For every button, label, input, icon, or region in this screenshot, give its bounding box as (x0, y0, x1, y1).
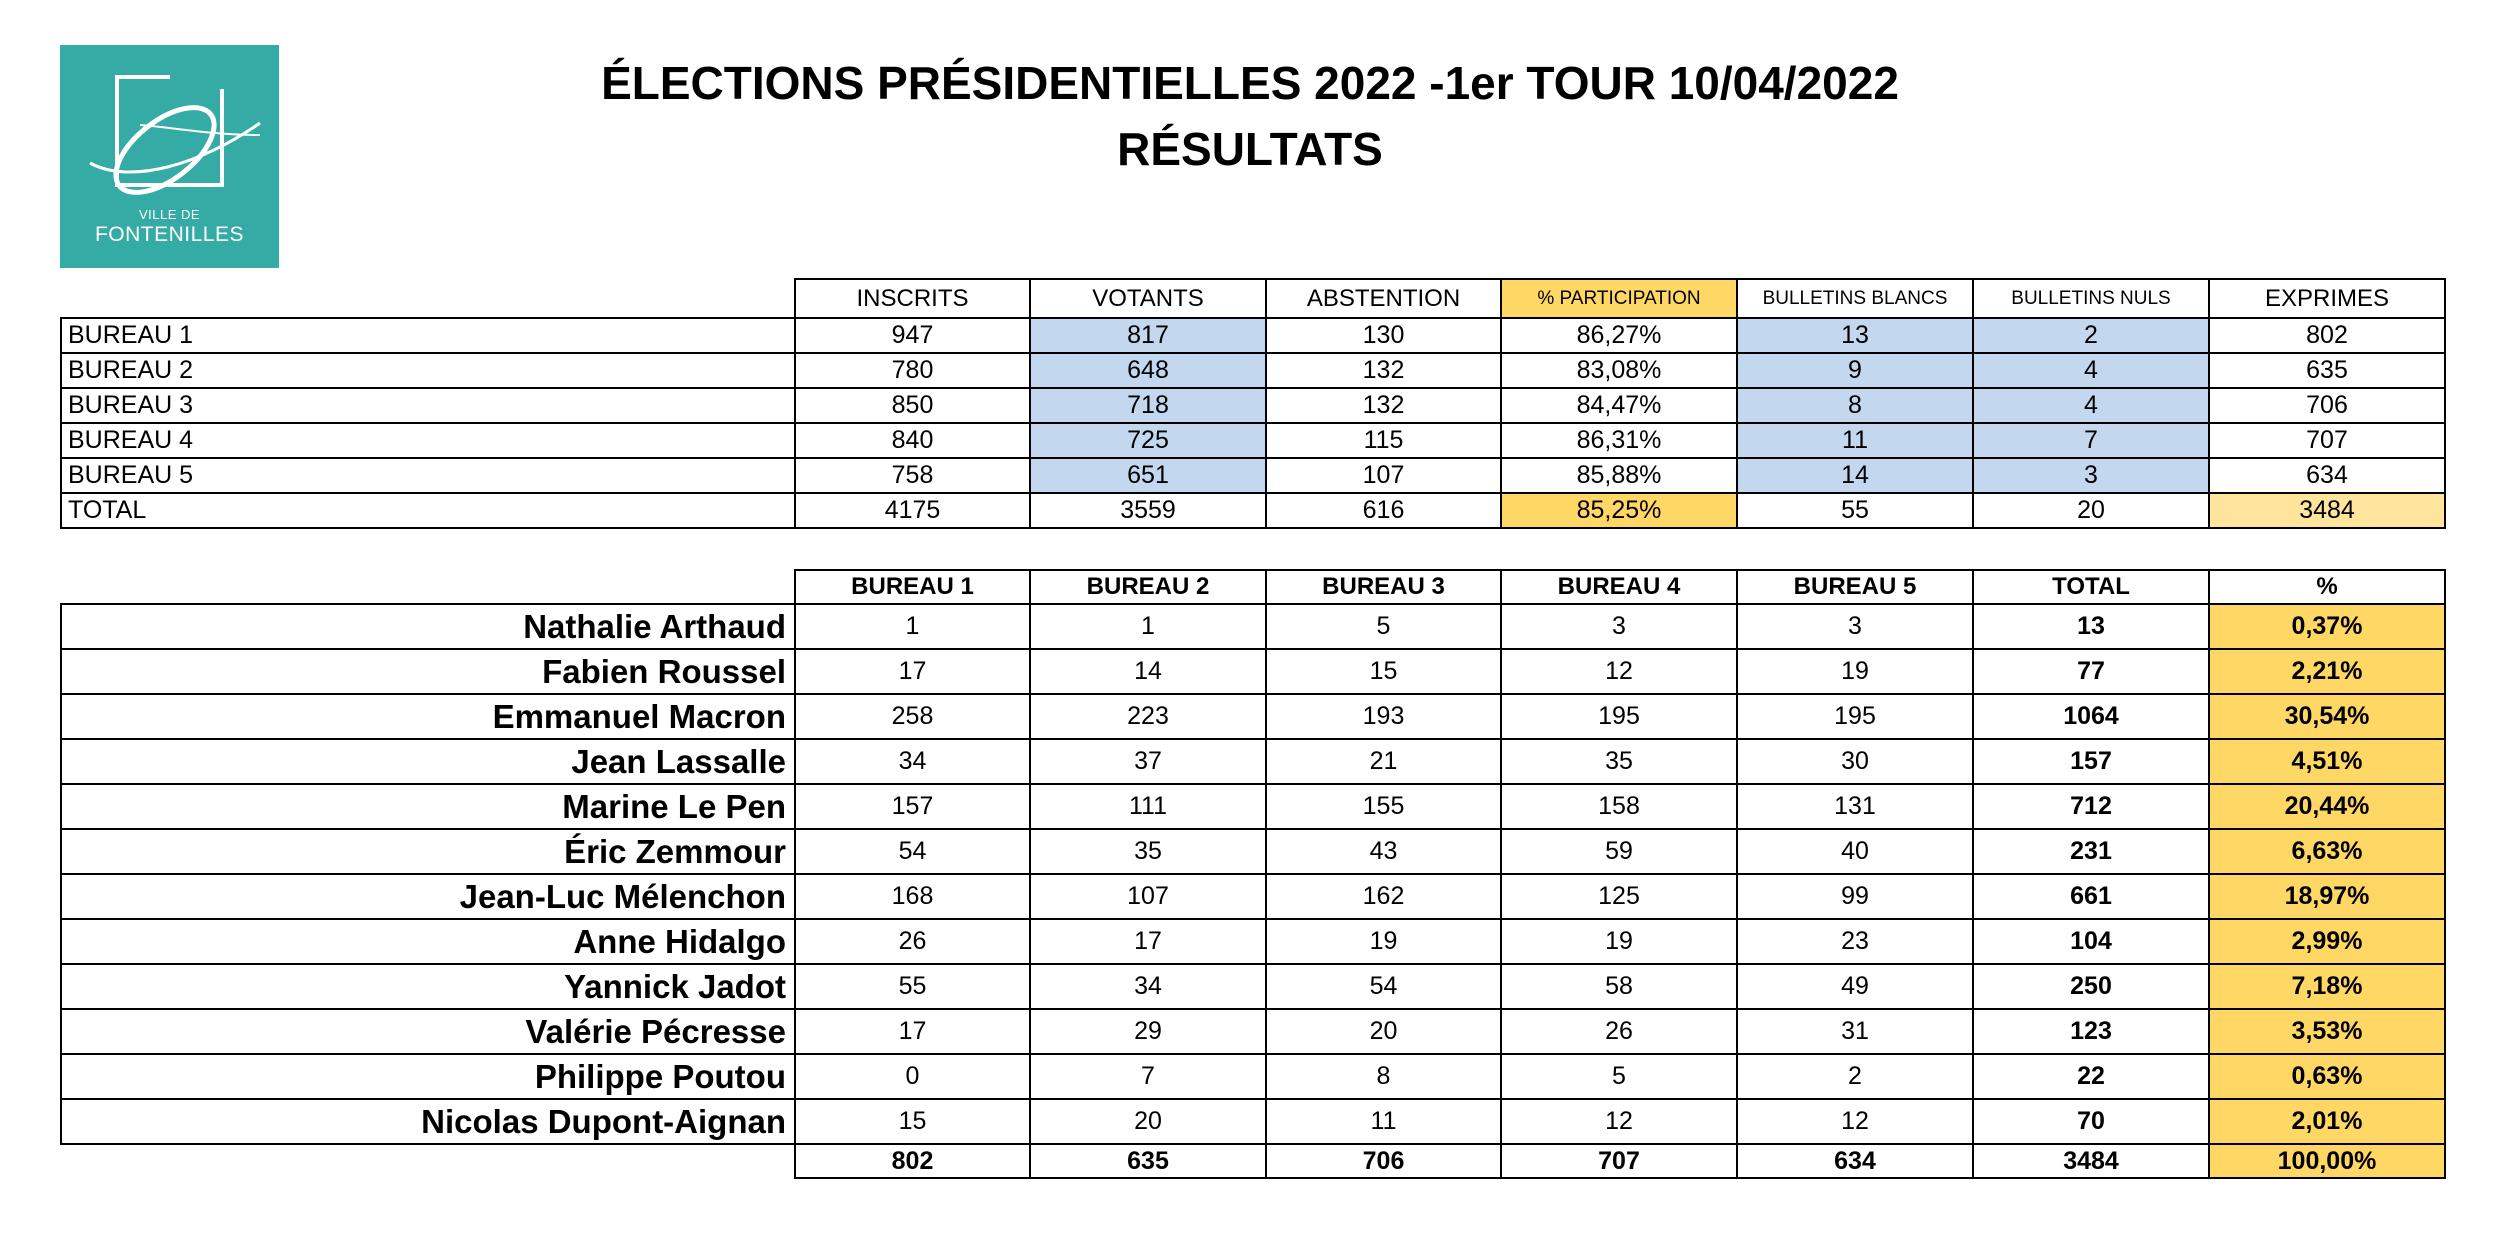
results-header-row (61, 570, 2445, 604)
row-label: BUREAU 4 (61, 423, 795, 458)
cell-inscrits: 4175 (795, 493, 1030, 528)
cell-bureau-5: 3 (1737, 604, 1973, 649)
total-row (61, 493, 2445, 528)
total-bureau-1: 802 (795, 1144, 1030, 1178)
participation-table (60, 278, 2446, 529)
table-row (61, 919, 2445, 964)
cell-bureau-1: 15 (795, 1099, 1030, 1144)
cell-bureau-2: 17 (1030, 919, 1266, 964)
cell-bureau-1: 1 (795, 604, 1030, 649)
header-votants: VOTANTS (1030, 279, 1266, 318)
town-logo (60, 45, 279, 268)
header-bureau-5: BUREAU 5 (1737, 570, 1973, 604)
cell-bureau-3: 19 (1266, 919, 1501, 964)
cell-bureau-3: 15 (1266, 649, 1501, 694)
cell-percent: 18,97% (2209, 874, 2445, 919)
cell-bureau-5: 99 (1737, 874, 1973, 919)
header-bureau-3: BUREAU 3 (1266, 570, 1501, 604)
cell-bureau-2: 35 (1030, 829, 1266, 874)
cell-bureau-1: 17 (795, 1009, 1030, 1054)
header-total: TOTAL (1973, 570, 2209, 604)
header-bureau-4: BUREAU 4 (1501, 570, 1737, 604)
table-row (61, 649, 2445, 694)
cell-inscrits: 758 (795, 458, 1030, 493)
cell-bureau-4: 125 (1501, 874, 1737, 919)
cell-bureau-4: 195 (1501, 694, 1737, 739)
cell-participation: 83,08% (1501, 353, 1737, 388)
cell-bureau-5: 12 (1737, 1099, 1973, 1144)
empty-total-label (61, 1144, 795, 1178)
candidate-name: Éric Zemmour (61, 829, 795, 874)
cell-inscrits: 947 (795, 318, 1030, 353)
page-title (300, 50, 2200, 182)
cell-percent: 2,21% (2209, 649, 2445, 694)
cell-participation: 86,27% (1501, 318, 1737, 353)
table-row (61, 1099, 2445, 1144)
cell-percent: 6,63% (2209, 829, 2445, 874)
cell-bureau-4: 12 (1501, 1099, 1737, 1144)
cell-exprimes: 634 (2209, 458, 2445, 493)
cell-blancs: 14 (1737, 458, 1973, 493)
table-row (61, 694, 2445, 739)
cell-votants: 718 (1030, 388, 1266, 423)
total-bureau-3: 706 (1266, 1144, 1501, 1178)
cell-bureau-4: 35 (1501, 739, 1737, 784)
cell-bureau-1: 168 (795, 874, 1030, 919)
title-line-2: RÉSULTATS (1117, 123, 1383, 175)
cell-bureau-1: 157 (795, 784, 1030, 829)
cell-bureau-2: 20 (1030, 1099, 1266, 1144)
cell-bureau-5: 40 (1737, 829, 1973, 874)
row-label: BUREAU 5 (61, 458, 795, 493)
candidate-name: Marine Le Pen (61, 784, 795, 829)
table-row (61, 964, 2445, 1009)
cell-bureau-5: 30 (1737, 739, 1973, 784)
logo-text-town: FONTENILLES (94, 223, 245, 246)
cell-bureau-5: 23 (1737, 919, 1973, 964)
cell-inscrits: 840 (795, 423, 1030, 458)
cell-bureau-5: 31 (1737, 1009, 1973, 1054)
row-label: BUREAU 2 (61, 353, 795, 388)
cell-total: 123 (1973, 1009, 2209, 1054)
table-row (61, 318, 2445, 353)
candidate-name: Philippe Poutou (61, 1054, 795, 1099)
cell-inscrits: 850 (795, 388, 1030, 423)
cell-bureau-5: 49 (1737, 964, 1973, 1009)
cell-participation: 84,47% (1501, 388, 1737, 423)
cell-bureau-2: 111 (1030, 784, 1266, 829)
candidate-name: Valérie Pécresse (61, 1009, 795, 1054)
cell-participation: 85,88% (1501, 458, 1737, 493)
cell-bureau-2: 37 (1030, 739, 1266, 784)
total-bureau-4: 707 (1501, 1144, 1737, 1178)
candidate-name: Nathalie Arthaud (61, 604, 795, 649)
cell-exprimes: 707 (2209, 423, 2445, 458)
candidate-name: Nicolas Dupont-Aignan (61, 1099, 795, 1144)
cell-bureau-3: 54 (1266, 964, 1501, 1009)
cell-total: 157 (1973, 739, 2209, 784)
cell-abstention: 107 (1266, 458, 1501, 493)
cell-abstention: 132 (1266, 353, 1501, 388)
cell-percent: 2,99% (2209, 919, 2445, 964)
cell-bureau-3: 8 (1266, 1054, 1501, 1099)
cell-exprimes: 706 (2209, 388, 2445, 423)
table-row (61, 423, 2445, 458)
cell-bureau-4: 158 (1501, 784, 1737, 829)
cell-total: 231 (1973, 829, 2209, 874)
cell-votants: 3559 (1030, 493, 1266, 528)
cell-bureau-3: 193 (1266, 694, 1501, 739)
table-row (61, 353, 2445, 388)
empty-corner (61, 570, 795, 604)
cell-votants: 817 (1030, 318, 1266, 353)
cell-blancs: 13 (1737, 318, 1973, 353)
cell-bureau-1: 54 (795, 829, 1030, 874)
cell-bureau-4: 19 (1501, 919, 1737, 964)
cell-votants: 651 (1030, 458, 1266, 493)
header-bureau-1: BUREAU 1 (795, 570, 1030, 604)
cell-bureau-4: 59 (1501, 829, 1737, 874)
cell-bureau-1: 55 (795, 964, 1030, 1009)
header-blancs: BULLETINS BLANCS (1737, 279, 1973, 318)
row-label: TOTAL (61, 493, 795, 528)
table-row (61, 458, 2445, 493)
cell-percent: 3,53% (2209, 1009, 2445, 1054)
header-participation: % PARTICIPATION (1501, 279, 1737, 318)
cell-exprimes: 3484 (2209, 493, 2445, 528)
cell-bureau-1: 258 (795, 694, 1030, 739)
table-row (61, 829, 2445, 874)
cell-bureau-3: 21 (1266, 739, 1501, 784)
logo-text-small: VILLE DE (138, 207, 201, 222)
table-row (61, 1009, 2445, 1054)
header-abstention: ABSTENTION (1266, 279, 1501, 318)
cell-bureau-3: 155 (1266, 784, 1501, 829)
cell-votants: 648 (1030, 353, 1266, 388)
cell-abstention: 132 (1266, 388, 1501, 423)
cell-percent: 7,18% (2209, 964, 2445, 1009)
cell-total: 70 (1973, 1099, 2209, 1144)
cell-bureau-3: 11 (1266, 1099, 1501, 1144)
cell-bureau-2: 34 (1030, 964, 1266, 1009)
cell-bureau-4: 5 (1501, 1054, 1737, 1099)
cell-bureau-1: 0 (795, 1054, 1030, 1099)
cell-participation: 85,25% (1501, 493, 1737, 528)
cell-bureau-5: 2 (1737, 1054, 1973, 1099)
cell-percent: 2,01% (2209, 1099, 2445, 1144)
cell-bureau-5: 195 (1737, 694, 1973, 739)
cell-nuls: 2 (1973, 318, 2209, 353)
total-bureau-2: 635 (1030, 1144, 1266, 1178)
cell-bureau-4: 58 (1501, 964, 1737, 1009)
header-nuls: BULLETINS NULS (1973, 279, 2209, 318)
cell-blancs: 11 (1737, 423, 1973, 458)
candidate-name: Fabien Roussel (61, 649, 795, 694)
cell-bureau-1: 17 (795, 649, 1030, 694)
cell-inscrits: 780 (795, 353, 1030, 388)
header-exprimes: EXPRIMES (2209, 279, 2445, 318)
cell-bureau-3: 43 (1266, 829, 1501, 874)
cell-nuls: 3 (1973, 458, 2209, 493)
cell-percent: 0,37% (2209, 604, 2445, 649)
cell-abstention: 130 (1266, 318, 1501, 353)
total-total: 3484 (1973, 1144, 2209, 1178)
cell-bureau-2: 107 (1030, 874, 1266, 919)
header-percent: % (2209, 570, 2445, 604)
cell-exprimes: 802 (2209, 318, 2445, 353)
cell-bureau-5: 19 (1737, 649, 1973, 694)
cell-bureau-3: 20 (1266, 1009, 1501, 1054)
table-row (61, 874, 2445, 919)
total-bureau-5: 634 (1737, 1144, 1973, 1178)
results-table (60, 569, 2446, 1179)
cell-total: 1064 (1973, 694, 2209, 739)
cell-abstention: 115 (1266, 423, 1501, 458)
cell-total: 22 (1973, 1054, 2209, 1099)
cell-total: 104 (1973, 919, 2209, 964)
candidate-name: Jean-Luc Mélenchon (61, 874, 795, 919)
cell-blancs: 8 (1737, 388, 1973, 423)
cell-bureau-1: 34 (795, 739, 1030, 784)
participation-header-row (61, 279, 2445, 318)
table-row (61, 1054, 2445, 1099)
cell-percent: 4,51% (2209, 739, 2445, 784)
cell-bureau-2: 7 (1030, 1054, 1266, 1099)
cell-bureau-2: 223 (1030, 694, 1266, 739)
cell-abstention: 616 (1266, 493, 1501, 528)
table-row (61, 739, 2445, 784)
cell-votants: 725 (1030, 423, 1266, 458)
total-percent: 100,00% (2209, 1144, 2445, 1178)
row-label: BUREAU 3 (61, 388, 795, 423)
cell-bureau-2: 1 (1030, 604, 1266, 649)
cell-exprimes: 635 (2209, 353, 2445, 388)
title-line-1: ÉLECTIONS PRÉSIDENTIELLES 2022 -1er TOUR 10/04/2022 (601, 57, 1899, 109)
cell-bureau-2: 14 (1030, 649, 1266, 694)
cell-nuls: 4 (1973, 388, 2209, 423)
total-row (61, 1144, 2445, 1178)
cell-total: 13 (1973, 604, 2209, 649)
candidate-name: Anne Hidalgo (61, 919, 795, 964)
cell-bureau-3: 162 (1266, 874, 1501, 919)
cell-nuls: 7 (1973, 423, 2209, 458)
cell-bureau-4: 26 (1501, 1009, 1737, 1054)
header-inscrits: INSCRITS (795, 279, 1030, 318)
table-row (61, 604, 2445, 649)
candidate-name: Yannick Jadot (61, 964, 795, 1009)
table-row (61, 784, 2445, 829)
cell-blancs: 9 (1737, 353, 1973, 388)
candidate-name: Jean Lassalle (61, 739, 795, 784)
empty-corner (61, 279, 795, 318)
cell-total: 250 (1973, 964, 2209, 1009)
cell-bureau-1: 26 (795, 919, 1030, 964)
cell-nuls: 4 (1973, 353, 2209, 388)
cell-total: 712 (1973, 784, 2209, 829)
table-row (61, 388, 2445, 423)
cell-percent: 20,44% (2209, 784, 2445, 829)
cell-bureau-4: 12 (1501, 649, 1737, 694)
cell-bureau-4: 3 (1501, 604, 1737, 649)
cell-bureau-3: 5 (1266, 604, 1501, 649)
cell-bureau-5: 131 (1737, 784, 1973, 829)
cell-total: 661 (1973, 874, 2209, 919)
cell-percent: 0,63% (2209, 1054, 2445, 1099)
row-label: BUREAU 1 (61, 318, 795, 353)
header-bureau-2: BUREAU 2 (1030, 570, 1266, 604)
cell-total: 77 (1973, 649, 2209, 694)
cell-participation: 86,31% (1501, 423, 1737, 458)
cell-bureau-2: 29 (1030, 1009, 1266, 1054)
cell-percent: 30,54% (2209, 694, 2445, 739)
candidate-name: Emmanuel Macron (61, 694, 795, 739)
cell-blancs: 55 (1737, 493, 1973, 528)
cell-nuls: 20 (1973, 493, 2209, 528)
